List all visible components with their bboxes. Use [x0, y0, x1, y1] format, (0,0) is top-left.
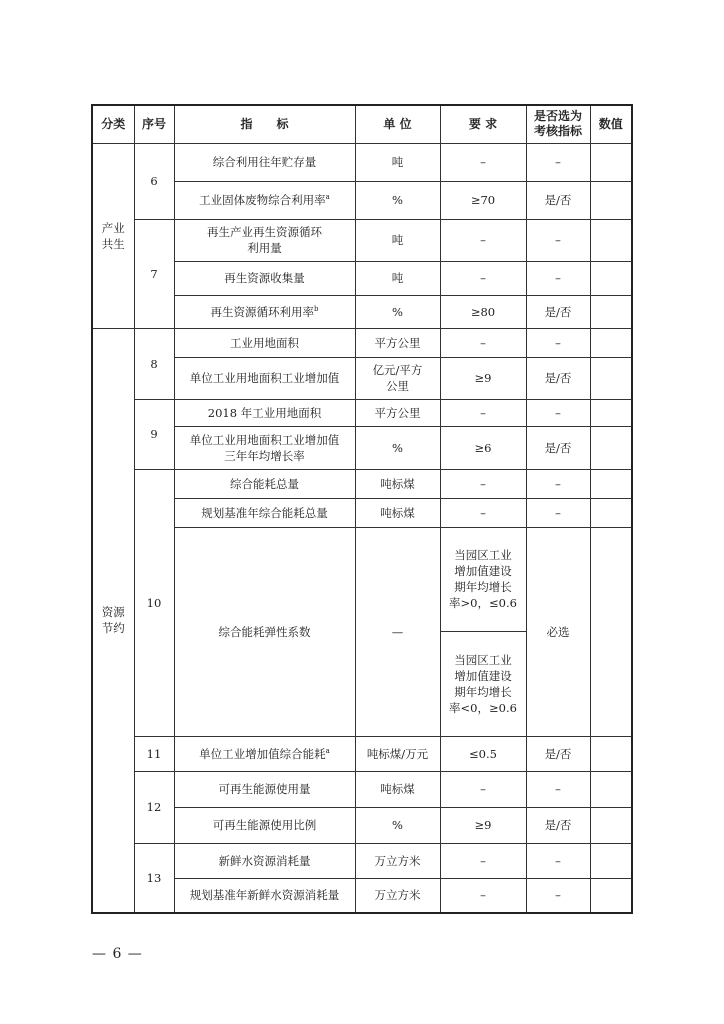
header-indicator: 指 标	[174, 105, 355, 143]
requirement-positive-growth: 当园区工业 增加值建设 期年均增长 率>0，≤0.6	[441, 528, 526, 632]
indicator-table	[91, 104, 633, 914]
unit-cell: %	[355, 426, 440, 469]
header-value: 数值	[590, 105, 632, 143]
requirement-cell: –	[440, 219, 526, 261]
requirement-cell: –	[440, 843, 526, 878]
assessment-cell: 是/否	[526, 357, 590, 399]
assessment-cell: 是/否	[526, 807, 590, 843]
table-row	[92, 771, 632, 807]
unit-cell: %	[355, 807, 440, 843]
unit-cell: 万立方米	[355, 878, 440, 913]
requirement-cell: –	[440, 399, 526, 426]
requirement-cell: ≥6	[440, 426, 526, 469]
page-number: — 6 —	[92, 946, 143, 962]
value-cell[interactable]	[590, 219, 632, 261]
unit-cell: 吨标煤/万元	[355, 736, 440, 771]
value-cell[interactable]	[590, 771, 632, 807]
category-cell: 资源 节约	[92, 328, 134, 913]
table-row	[92, 736, 632, 771]
value-cell[interactable]	[590, 426, 632, 469]
footnote-marker: a	[325, 746, 330, 755]
indicator-cell: 再生资源收集量	[174, 261, 355, 295]
category-cell: 产业 共生	[92, 143, 134, 328]
header-unit: 单 位	[355, 105, 440, 143]
requirement-cell: –	[440, 328, 526, 357]
header-seq: 序号	[134, 105, 174, 143]
assessment-cell: –	[526, 143, 590, 181]
requirement-cell: ≥80	[440, 295, 526, 328]
table-row	[92, 399, 632, 426]
requirement-cell: –	[440, 498, 526, 527]
unit-cell: 吨	[355, 261, 440, 295]
table-row	[92, 219, 632, 261]
requirement-cell: –	[440, 771, 526, 807]
footnote-marker: b	[314, 304, 319, 313]
footnote-marker: a	[325, 193, 330, 202]
value-cell[interactable]	[590, 399, 632, 426]
value-cell[interactable]	[590, 736, 632, 771]
seq-cell: 6	[134, 143, 174, 219]
unit-cell: 吨标煤	[355, 469, 440, 498]
seq-cell: 9	[134, 399, 174, 469]
indicator-cell: 工业用地面积	[174, 328, 355, 357]
assessment-cell: 必选	[526, 527, 590, 736]
value-cell[interactable]	[590, 878, 632, 913]
requirement-cell: –	[440, 469, 526, 498]
value-cell[interactable]	[590, 843, 632, 878]
indicator-cell: 综合能耗总量	[174, 469, 355, 498]
unit-cell: 吨	[355, 143, 440, 181]
assessment-cell: –	[526, 498, 590, 527]
seq-cell: 7	[134, 219, 174, 328]
unit-cell: %	[355, 181, 440, 219]
header-assessment	[526, 105, 590, 143]
indicator-cell: 综合能耗弹性系数	[174, 527, 355, 736]
value-cell[interactable]	[590, 498, 632, 527]
indicator-text: 单位工业增加值综合能耗	[199, 746, 326, 761]
requirement-split	[441, 528, 526, 736]
requirement-cell: –	[440, 143, 526, 181]
assessment-cell: –	[526, 878, 590, 913]
unit-cell: 万立方米	[355, 843, 440, 878]
assessment-cell: 是/否	[526, 426, 590, 469]
indicator-cell: 新鲜水资源消耗量	[174, 843, 355, 878]
assessment-cell: 是/否	[526, 736, 590, 771]
table-row	[92, 469, 632, 498]
indicator-text: 工业固体废物综合利用率	[199, 193, 326, 207]
unit-cell: 吨标煤	[355, 771, 440, 807]
indicator-cell: 单位工业用地面积工业增加值 三年年均增长率	[174, 426, 355, 469]
table-row	[92, 843, 632, 878]
assessment-cell: –	[526, 843, 590, 878]
unit-cell: 平方公里	[355, 399, 440, 426]
requirement-cell: ≥9	[440, 807, 526, 843]
unit-cell: 吨标煤	[355, 498, 440, 527]
seq-cell: 13	[134, 843, 174, 913]
unit-cell: 平方公里	[355, 328, 440, 357]
unit-cell: 亿元/平方 公里	[355, 357, 440, 399]
value-cell[interactable]	[590, 181, 632, 219]
assessment-cell: –	[526, 469, 590, 498]
indicator-cell: 综合利用往年贮存量	[174, 143, 355, 181]
header-assessment-line2: 考核指标	[533, 124, 582, 139]
indicator-cell: 单位工业用地面积工业增加值	[174, 357, 355, 399]
header-assessment-line1: 是否选为	[533, 109, 582, 124]
seq-cell: 8	[134, 328, 174, 399]
unit-cell: —	[355, 527, 440, 736]
assessment-cell: –	[526, 328, 590, 357]
requirement-cell: ≤0.5	[440, 736, 526, 771]
requirement-cell: ≥70	[440, 181, 526, 219]
indicator-cell: 可再生能源使用量	[174, 771, 355, 807]
value-cell[interactable]	[590, 357, 632, 399]
table-row	[92, 328, 632, 357]
indicator-cell	[174, 736, 355, 771]
value-cell[interactable]	[590, 807, 632, 843]
assessment-cell: 是/否	[526, 181, 590, 219]
assessment-cell: 是/否	[526, 295, 590, 328]
indicator-cell: 再生产业再生资源循环 利用量	[174, 219, 355, 261]
requirement-cell: –	[440, 261, 526, 295]
indicator-cell	[174, 181, 355, 219]
assessment-cell: –	[526, 261, 590, 295]
table-row	[92, 143, 632, 181]
header-requirement: 要 求	[440, 105, 526, 143]
assessment-cell: –	[526, 771, 590, 807]
table-header-row	[92, 105, 632, 143]
indicator-cell: 规划基准年新鲜水资源消耗量	[174, 878, 355, 913]
requirement-cell: –	[440, 878, 526, 913]
value-cell[interactable]	[590, 527, 632, 736]
seq-cell: 11	[134, 736, 174, 771]
value-cell[interactable]	[590, 261, 632, 295]
indicator-cell: 规划基准年综合能耗总量	[174, 498, 355, 527]
unit-cell: 吨	[355, 219, 440, 261]
requirement-negative-growth: 当园区工业 增加值建设 期年均增长 率<0，≥0.6	[449, 652, 517, 715]
indicator-cell: 可再生能源使用比例	[174, 807, 355, 843]
value-cell[interactable]	[590, 143, 632, 181]
value-cell[interactable]	[590, 328, 632, 357]
assessment-cell: –	[526, 219, 590, 261]
indicator-text: 再生资源循环利用率	[210, 304, 314, 319]
unit-cell: %	[355, 295, 440, 328]
value-cell[interactable]	[590, 469, 632, 498]
header-category: 分类	[92, 105, 134, 143]
requirement-split-cell	[440, 527, 526, 736]
requirement-cell: ≥9	[440, 357, 526, 399]
indicator-cell	[174, 295, 355, 328]
assessment-cell: –	[526, 399, 590, 426]
seq-cell: 10	[134, 469, 174, 736]
indicator-cell: 2018 年工业用地面积	[174, 399, 355, 426]
seq-cell: 12	[134, 771, 174, 843]
value-cell[interactable]	[590, 295, 632, 328]
